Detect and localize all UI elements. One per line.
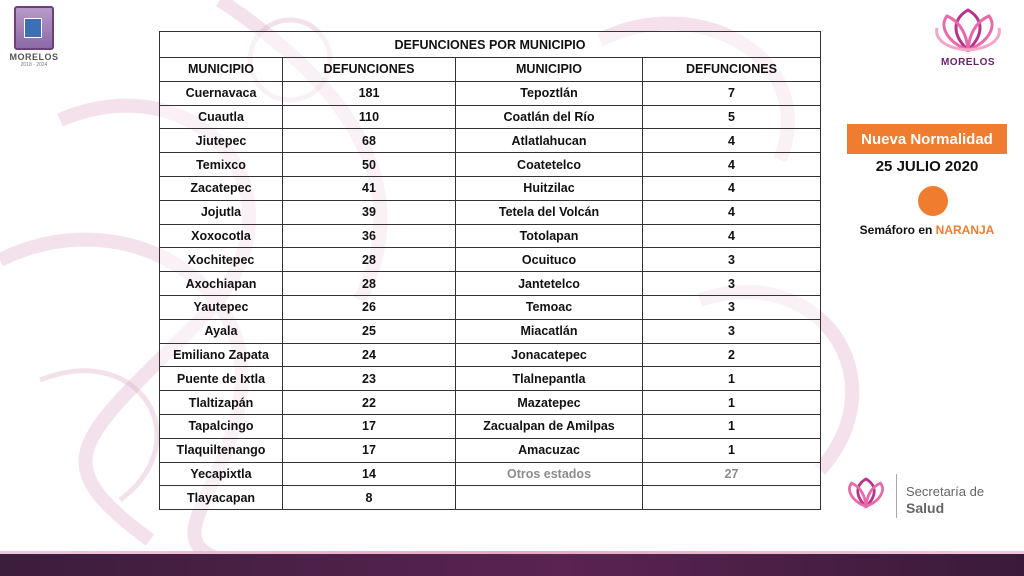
table-body [160,81,821,509]
table-row [160,343,821,367]
left-municipio-cell: Yautepec [160,295,283,319]
left-defunciones-cell: 28 [283,248,456,272]
table-title: DEFUNCIONES POR MUNICIPIO [160,32,821,58]
left-defunciones-cell: 24 [283,343,456,367]
left-defunciones-cell: 36 [283,224,456,248]
footer-divider [896,474,897,518]
right-defunciones-cell: 4 [643,200,821,224]
left-defunciones-cell: 22 [283,391,456,415]
right-defunciones-cell: 1 [643,414,821,438]
table-row [160,248,821,272]
footer-health-secretary-logo [842,468,1002,528]
state-logo [8,6,60,68]
left-municipio-cell: Axochiapan [160,272,283,296]
right-defunciones-cell: 1 [643,438,821,462]
right-defunciones-cell: 4 [643,153,821,177]
table-row [160,153,821,177]
right-defunciones-cell: 7 [643,81,821,105]
column-header-municipio: MUNICIPIO [456,58,643,82]
right-defunciones-cell: 4 [643,224,821,248]
right-municipio-cell: Temoac [456,295,643,319]
state-logo-name: MORELOS [9,52,59,62]
right-defunciones-cell: 2 [643,343,821,367]
brand-logo [928,6,1008,68]
state-logo-years: 2018 - 2024 [20,62,48,68]
footer-line1: Secretaría de [906,484,985,499]
left-defunciones-cell: 50 [283,153,456,177]
traffic-light-prefix: Semáforo en [859,223,933,237]
left-municipio-cell: Zacatepec [160,176,283,200]
left-defunciones-cell: 181 [283,81,456,105]
left-defunciones-cell: 41 [283,176,456,200]
right-municipio-cell: Zacualpan de Amilpas [456,414,643,438]
column-header-defunciones: DEFUNCIONES [643,58,821,82]
right-municipio-cell: Tepoztlán [456,81,643,105]
deaths-table-container [159,31,820,510]
left-municipio-cell: Tlaltizapán [160,391,283,415]
right-municipio-cell: Huitzilac [456,176,643,200]
right-municipio-cell: Jantetelco [456,272,643,296]
traffic-light-color: NARANJA [935,223,995,237]
left-municipio-cell: Cuautla [160,105,283,129]
right-defunciones-cell: 5 [643,105,821,129]
footer-flower-icon [842,472,890,512]
left-defunciones-cell: 14 [283,462,456,486]
table-row [160,200,821,224]
left-municipio-cell: Emiliano Zapata [160,343,283,367]
left-municipio-cell: Jojutla [160,200,283,224]
left-municipio-cell: Tapalcingo [160,414,283,438]
right-municipio-cell: Mazatepec [456,391,643,415]
right-defunciones-cell: 1 [643,391,821,415]
left-municipio-cell: Xochitepec [160,248,283,272]
left-municipio-cell: Cuernavaca [160,81,283,105]
deaths-by-municipality-table [159,31,821,510]
left-municipio-cell: Puente de Ixtla [160,367,283,391]
table-row [160,176,821,200]
table-row [160,81,821,105]
table-row [160,295,821,319]
left-municipio-cell: Ayala [160,319,283,343]
right-defunciones-cell [643,486,821,510]
right-defunciones-cell: 3 [643,295,821,319]
left-defunciones-cell: 8 [283,486,456,510]
column-header-municipio: MUNICIPIO [160,58,283,82]
right-defunciones-cell: 27 [643,462,821,486]
table-row [160,272,821,296]
table-row [160,319,821,343]
traffic-light-dot [918,186,948,216]
right-defunciones-cell: 3 [643,248,821,272]
right-defunciones-cell: 3 [643,319,821,343]
right-municipio-cell: Miacatlán [456,319,643,343]
right-defunciones-cell: 1 [643,367,821,391]
right-municipio-cell [456,486,643,510]
left-defunciones-cell: 68 [283,129,456,153]
left-municipio-cell: Yecapixtla [160,462,283,486]
right-municipio-cell: Tetela del Volcán [456,200,643,224]
traffic-light-status [842,223,1012,237]
right-defunciones-cell: 4 [643,129,821,153]
table-row [160,367,821,391]
right-municipio-cell: Totolapan [456,224,643,248]
footer-line2: Salud [906,500,945,516]
right-municipio-cell: Otros estados [456,462,643,486]
right-municipio-cell: Tlalnepantla [456,367,643,391]
table-row [160,391,821,415]
state-shield-icon [14,6,54,50]
left-municipio-cell: Tlayacapan [160,486,283,510]
left-municipio-cell: Xoxocotla [160,224,283,248]
table-row [160,129,821,153]
table-row [160,105,821,129]
right-municipio-cell: Jonacatepec [456,343,643,367]
report-date: 25 JULIO 2020 [875,158,979,175]
right-municipio-cell: Ocuituco [456,248,643,272]
left-municipio-cell: Temixco [160,153,283,177]
right-municipio-cell: Amacuzac [456,438,643,462]
right-municipio-cell: Atlatlahucan [456,129,643,153]
column-header-defunciones: DEFUNCIONES [283,58,456,82]
left-defunciones-cell: 28 [283,272,456,296]
flower-logo-icon [933,6,1003,52]
left-defunciones-cell: 17 [283,414,456,438]
right-municipio-cell: Coatlán del Río [456,105,643,129]
brand-logo-name: MORELOS [940,57,996,68]
bottom-bar [0,554,1024,576]
left-defunciones-cell: 25 [283,319,456,343]
table-row [160,438,821,462]
table-row [160,224,821,248]
left-municipio-cell: Jiutepec [160,129,283,153]
left-defunciones-cell: 26 [283,295,456,319]
right-municipio-cell: Coatetelco [456,153,643,177]
table-row [160,462,821,486]
table-row [160,486,821,510]
status-badge: Nueva Normalidad [847,124,1007,154]
left-defunciones-cell: 23 [283,367,456,391]
right-defunciones-cell: 4 [643,176,821,200]
right-defunciones-cell: 3 [643,272,821,296]
left-municipio-cell: Tlaquiltenango [160,438,283,462]
left-defunciones-cell: 110 [283,105,456,129]
table-row [160,414,821,438]
left-defunciones-cell: 39 [283,200,456,224]
left-defunciones-cell: 17 [283,438,456,462]
